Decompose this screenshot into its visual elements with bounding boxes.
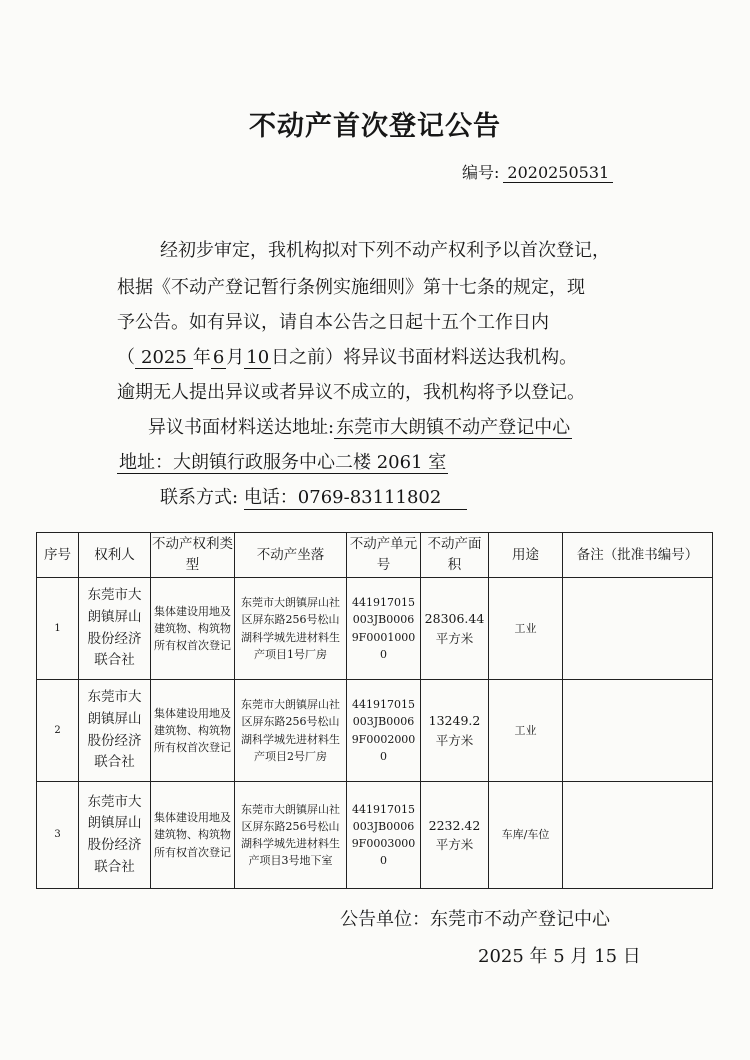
body-line-1: 经初步审定，我机构拟对下列不动产权利予以首次登记， <box>160 240 610 261</box>
header-area: 不动产面积 <box>421 533 489 578</box>
issue-date: 2025 年 5 月 15 日 <box>478 946 641 967</box>
cell-note <box>563 782 713 889</box>
table-row <box>37 578 713 680</box>
cell-location: 东莞市大朗镇屏山社区屏东路256号松山湖科学城先进材料生产项目1号厂房 <box>235 578 347 680</box>
cell-location: 东莞市大朗镇屏山社区屏东路256号松山湖科学城先进材料生产项目3号地下室 <box>235 782 347 889</box>
deadline-day: 10 <box>246 347 270 368</box>
month-char: 月 <box>226 347 245 368</box>
cell-right-type: 集体建设用地及建筑物、构筑物所有权首次登记 <box>151 578 235 680</box>
address-org: 东莞市大朗镇不动产登记中心 <box>336 417 571 438</box>
deadline-rest: 日之前）将异议书面材料送达我机构。 <box>271 347 578 368</box>
cell-unit-no: 441917015003JB00069F00010000 <box>347 578 421 680</box>
table-header-row <box>37 533 713 578</box>
cell-area: 2232.42平方米 <box>421 782 489 889</box>
cell-owner: 东莞市大朗镇屏山股份经济联合社 <box>79 680 151 782</box>
issuer-line: 公告单位：东莞市不动产登记中心 <box>340 909 610 930</box>
header-right-type: 不动产权利类型 <box>151 533 235 578</box>
header-unit-no: 不动产单元号 <box>347 533 421 578</box>
header-note: 备注（批准书编号） <box>563 533 713 578</box>
cell-usage: 工业 <box>489 680 563 782</box>
deadline-month: 6 <box>212 347 225 368</box>
address-detail: 地址：大朗镇行政服务中心二楼 2061 室 <box>119 452 447 473</box>
year-char: 年 <box>192 347 211 368</box>
cell-unit-no: 441917015003JB00069F00030000 <box>347 782 421 889</box>
body-line-5: 逾期无人提出异议或者异议不成立的，我机构将予以登记。 <box>117 382 585 403</box>
cell-right-type: 集体建设用地及建筑物、构筑物所有权首次登记 <box>151 782 235 889</box>
cell-note <box>563 578 713 680</box>
cell-owner: 东莞市大朗镇屏山股份经济联合社 <box>79 782 151 889</box>
table-row <box>37 680 713 782</box>
document-number-label: 编号: <box>462 163 500 182</box>
page-title: 不动产首次登记公告 <box>249 111 501 142</box>
registration-table <box>36 532 713 889</box>
cell-right-type: 集体建设用地及建筑物、构筑物所有权首次登记 <box>151 680 235 782</box>
cell-seq: 1 <box>37 578 79 680</box>
header-location: 不动产坐落 <box>235 533 347 578</box>
header-owner: 权利人 <box>79 533 151 578</box>
header-seq: 序号 <box>37 533 79 578</box>
document-number <box>462 160 613 183</box>
contact-line <box>160 483 467 510</box>
address-detail-line <box>117 448 448 474</box>
body-line-4 <box>117 343 577 369</box>
cell-usage: 工业 <box>489 578 563 680</box>
open-paren: （ <box>117 347 135 368</box>
contact-phone: 电话：0769-83111802 <box>244 483 468 510</box>
deadline-year: 2025 <box>135 347 193 369</box>
cell-area: 28306.44平方米 <box>421 578 489 680</box>
body-line-3: 予公告。如有异议，请自本公告之日起十五个工作日内 <box>117 312 549 333</box>
cell-seq: 3 <box>37 782 79 889</box>
cell-note <box>563 680 713 782</box>
contact-label: 联系方式: <box>160 487 239 508</box>
table-row <box>37 782 713 889</box>
cell-unit-no: 441917015003JB00069F00020000 <box>347 680 421 782</box>
address-label: 异议书面材料送达地址: <box>148 417 335 438</box>
document-number-value: 2020250531 <box>503 163 613 183</box>
cell-seq: 2 <box>37 680 79 782</box>
cell-usage: 车库/车位 <box>489 782 563 889</box>
cell-area: 13249.2平方米 <box>421 680 489 782</box>
cell-location: 东莞市大朗镇屏山社区屏东路256号松山湖科学城先进材料生产项目2号厂房 <box>235 680 347 782</box>
header-usage: 用途 <box>489 533 563 578</box>
body-line-2: 根据《不动产登记暂行条例实施细则》第十七条的规定，现 <box>117 277 585 298</box>
cell-owner: 东莞市大朗镇屏山股份经济联合社 <box>79 578 151 680</box>
address-line <box>148 413 572 439</box>
